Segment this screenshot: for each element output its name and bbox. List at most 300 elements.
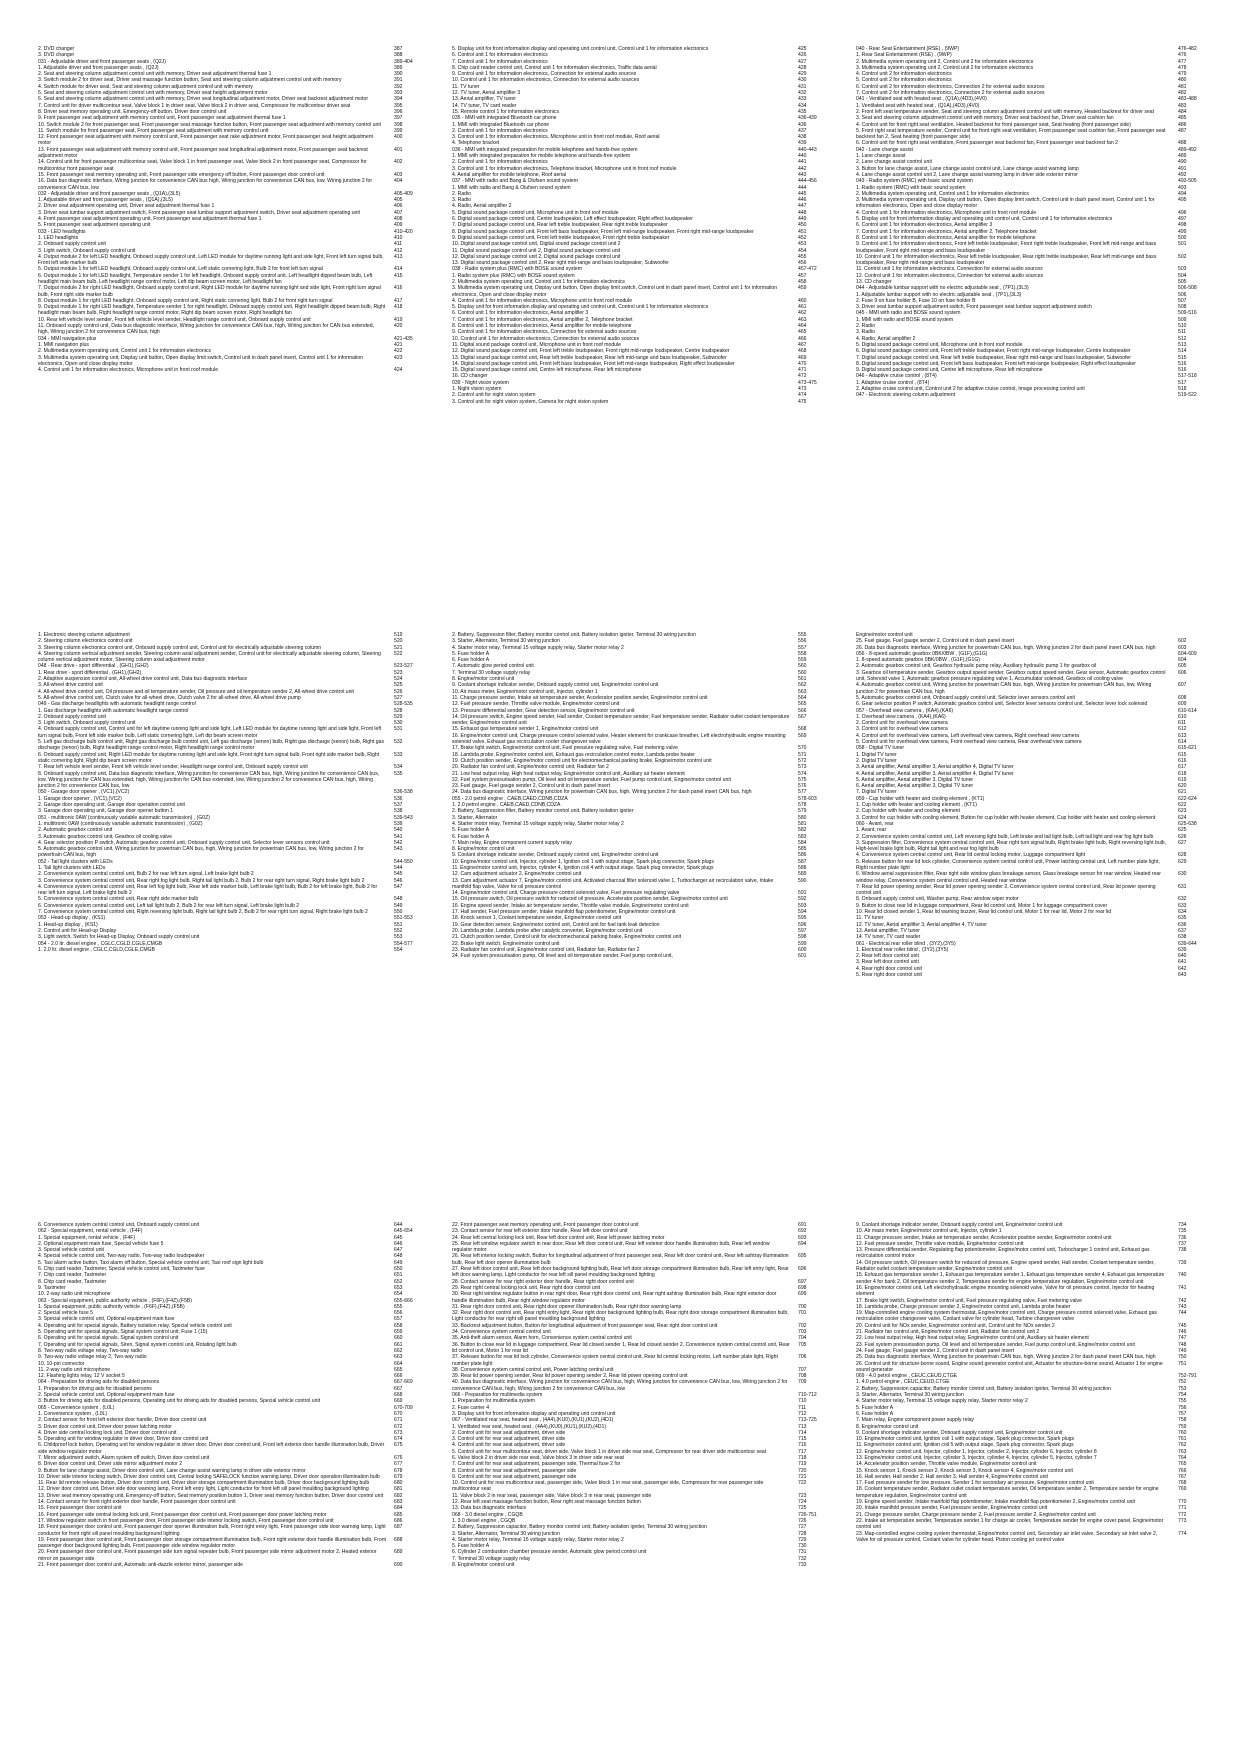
entry-title: 069 - 4.0 petrol engine , CEUC,CEUD,CTGE [856,1373,958,1380]
entry-page: 669 [394,1398,403,1405]
entry-page: 586 [798,852,807,859]
entry-title: 1. Preparation for driving aids for disabled persons [38,1385,152,1392]
entry-page: 734 [1178,1222,1187,1228]
entry-page: 491 [1178,165,1187,172]
entry-page: 651 [394,1272,403,1279]
entry-page: 519 [394,632,403,638]
entry-title: 2. Onboard supply control unit [38,241,106,248]
entry-page: 741 [1178,1284,1187,1291]
entry-title: 34. Convenience system central control unit [452,1329,551,1336]
entry-title: 4. Convenience system central control unit, Rear lid central locking motor, Luggage compartment light [856,852,1086,859]
entry-page: 477 [1178,58,1187,65]
entry-page: 446 [798,197,807,204]
entry-page: 440 [798,153,807,160]
entry-title: 1. MMI navigation plus [38,341,89,348]
entry-page: 499 [1178,228,1187,235]
entry-page: 456 [798,260,807,267]
entry-title: 38. Convenience system central control unit, Power latching central unit [452,1366,614,1373]
entry-page: 754 [1178,1392,1187,1399]
entry-page: 682 [394,1492,403,1499]
entry-page: 665 [394,1366,403,1373]
entry-title: 8. Chip card reader control unit, Control unit 1 for information electronics, Traffic data aerial [452,64,657,71]
entry-page: 476 [1178,52,1187,59]
entry-page: 592 [798,896,807,903]
entry-title: 11. Engine/motor control unit, Ignition coil 5 with output stage, Spark plug connector, Spark plugs [856,1442,1074,1449]
entry-title: 7. Terminal 30 voltage supply relay [452,1555,531,1562]
entry-title: 19. Front passenger door control unit, Front passenger door storage compartment illumination bulb, Front right exterior door handle illumination bulb, Front passenger door background lighting bulb, Front passenger side window regulator motor [38,1536,386,1550]
entry-title: 10. Air mass meter, Engine/motor control unit, Injector, cylinder 1 [856,1228,1002,1235]
entry-title: 10. Engine/motor control unit, Ignition coil 1 with output stage, Spark plug connector, Spark plugs [856,1436,1075,1443]
index-entry [38,273,448,286]
index-entry [856,392,1216,398]
entry-page: 765 [1178,1461,1187,1468]
entry-title: 065 - Convenience system , (L0L) [38,1404,115,1411]
entry-page: 729 [798,1536,807,1543]
entry-title: 8. Control unit for rear seat adjustment, passenger side [452,1467,577,1474]
entry-page: 462 [798,310,807,317]
entry-title: 6. Window aerial suppression filter, Rear right side window glass breakage sensor, Glass breakage sensor for rear window, Heated rear window relay, Convenience system central control unit, Heated rear window [856,871,1161,884]
entry-page: 745 [1178,1322,1187,1329]
entry-page: 528-535 [394,701,413,708]
entry-title: 2. Optional equipment main fuse, Special vehicle fuse 5 [38,1240,164,1247]
index-entry [856,1310,1216,1323]
entry-page: 717 [798,1448,807,1455]
index-entry [38,651,448,664]
entry-page: 647 [394,1247,403,1254]
entry-page: 606 [1178,669,1187,676]
entry-page: 416 [394,285,403,292]
entry-page: 759 [1178,1423,1187,1430]
entry-title: 3. Light switch, Switch for Head-up Display, Onboard supply control unit [38,934,200,941]
entry-title: 10. Air mass meter, Engine/motor control unit, Injector, cylinder 1 [452,688,598,695]
entry-page: 493-505 [1178,178,1197,185]
index-panel-2 [0,632,1239,1136]
entry-title: 8. Engine/motor control unit [856,1423,919,1430]
index-entry [38,1524,448,1537]
index-entry [452,285,852,298]
index-column [38,46,448,550]
index-entry [38,304,448,317]
entry-page: 772 [1178,1511,1187,1518]
entry-page: 549 [394,902,403,909]
entry-title: 7. Convenience system central control unit, Right reversing light bulb, Right tail light bulb 2, Bulb 2 for rear right turn signal, Right brake light bulb 2 [38,909,368,916]
entry-title: 22. Intake air temperature sender, Temperature sender 1 for charge air cooler, Temperature sender for engine cover panel, Engine/motor control unit [856,1517,1164,1531]
entry-page: 526 [394,688,403,695]
index-entry [38,178,448,191]
entry-title: 27. Rear left door control unit, Rear left door background lighting bulb, Rear left door storage compartment illumination bulb, Rear left entry light, Rear left door warning lamp, Light conductor for rear left sill panel moulding background lighting [452,1266,789,1279]
index-entry [38,1562,448,1568]
entry-title: 2. Multimedia system operating unit, Control unit 1 for information electronics [38,348,211,355]
entry-page: 390 [394,71,403,78]
entry-page: 622 [1178,802,1187,809]
entry-title: 3. Light switch, Onboard supply control unit [38,247,136,254]
entry-page: 691 [798,1222,807,1228]
entry-page: 410-420 [394,228,413,235]
entry-title: 7. Control unit 1 for information electronics, Aerial amplifier 2, Telephone bracket [452,316,633,323]
entry-title: 28. Contact sensor for rear right exterior door handle, Rear right door control unit [452,1278,634,1285]
entry-page: 760 [1178,1429,1187,1436]
entry-page: 712 [798,1410,807,1417]
entry-page: 395 [394,102,403,109]
index-entry [856,859,1216,872]
entry-title: 13. Digital sound package control unit 2, Rear right mid-range and bass loudspeaker, Subwoofer [452,260,669,267]
index-entry [38,947,448,953]
entry-title: 6. Cylinder 2 combustion chamber pressure sender, Automatic glow period control unit [452,1549,647,1556]
entry-title: 10. Rear lid closed sender 1, Rear lid warning buzzer, Rear lid control unit, Motor 1 for rear lid, Motor 2 for rear lid [856,909,1112,916]
entry-page: 746 [1178,1329,1187,1336]
entry-page: 539 [394,820,403,827]
entry-page: 738 [1178,1247,1187,1254]
index-entry [452,714,852,727]
index-column [38,632,448,1136]
entry-page: 732 [798,1555,807,1562]
entry-page: 771 [1178,1505,1187,1512]
entry-page: 513 [1178,341,1187,348]
entry-page: 564 [798,694,807,701]
entry-page: 389-404 [394,58,413,65]
entry-page: 718 [798,1454,807,1461]
entry-page: 439 [798,140,807,147]
entry-page: 587 [798,858,807,865]
entry-title: 6. Control unit 2 for information electronics, Connection 2 for external audio sources [856,83,1045,90]
entry-title: 2. Multimedia system operating unit 2, Control unit 2 for information electronics [856,58,1034,65]
entry-page: 604-609 [1178,650,1197,657]
entry-title: 8. Chip card reader, Taximeter [38,1278,107,1285]
entry-title: 050 - Garage door opener , (VC1),(VC2) [38,789,130,796]
entry-title: 18. Front passenger door control unit, Front passenger door opener illumination bulb, Front right entry light, Front passenger side door warning lamp, Light conductor for front right sill panel moulding background lighting [38,1524,386,1537]
entry-title: 055 - 2.0 petrol engine , CAEB,CAED,CDNB,CDZA [452,795,568,802]
entry-page: 748 [1178,1341,1187,1348]
entry-page: 506 [1178,291,1187,298]
entry-title: 9. Output module 1 for right LED headlight, Temperature sender 1 for right headlight, Onboard supply control unit, Right headlight dipped beam bulb, Right headlight main beam bulb, Right headlight range control motor, Right dip beam screen motor, Right headlight fan [38,304,386,317]
entry-title: 5. Digital sound package control unit, Microphone unit in front roof module [856,341,1023,348]
entry-title: 6. Fuse holder A [452,833,490,840]
entry-title: 13. CD changer [856,278,892,285]
entry-page: 562 [798,682,807,689]
entry-title: 4. Control unit for overhead view camera, Left overhead view camera, Right overhead view camera [856,732,1080,739]
entry-page: 478 [1178,64,1187,71]
entry-title: 3. Multimedia system operating unit 2, Control unit 2 for information electronics [856,64,1034,71]
entry-page: 762 [1178,1442,1187,1449]
entry-page: 473-475 [798,379,817,386]
entry-title: 9. Taximeter [38,1284,66,1291]
entry-title: 31. Rear right door control unit, Rear right door opener illumination bulb, Rear right door warning lamp [452,1303,682,1310]
entry-page: 436-439 [798,115,817,122]
entry-title: 3. Radio [856,329,875,336]
entry-title: 13. Pressure differential sender, Gear detection sensor, Engine/motor control unit [452,707,635,714]
index-entry [38,884,448,897]
entry-title: 8. Digital sound package control unit, Front left bass loudspeaker, Front left mid-range loudspeaker, Front right mid-range loudspeaker [452,228,754,235]
entry-title: 20. Intake manifold pressure sender, Fuel pressure sender, Engine/motor control unit [856,1505,1048,1512]
entry-title: 19. Gear detection sensor, Engine/motor control unit, Control unit for fuel tank leak detection [452,921,660,928]
entry-title: 7. Terminal 30 voltage supply relay [452,669,531,676]
entry-page: 518 [1178,386,1187,393]
entry-title: 3. Multimedia system operating unit, Display unit button, Open display limit switch, Control unit in dash panel insert, Control unit 1 for information electronics, Open and close display motor [38,354,364,367]
entry-page: 739 [1178,1259,1187,1266]
entry-title: 17. Brake light switch, Engine/motor control unit, Fuel pressure regulating valve, Fuel metering valve [856,1297,1082,1304]
entry-title: 9. Coolant shortage indicator sender, Onboard supply control unit, Engine/motor control unit [856,1222,1063,1228]
entry-page: 696 [798,1266,807,1273]
entry-page: 489 [1178,153,1187,160]
entry-page: 528 [394,707,403,714]
entry-title: 3. Control for cup holder with cooling element, Button for cup holder with heater element, Cup holder with heater and cooling element [856,814,1156,821]
entry-title: 5. Control unit for rear multicontour seat, driver side, Valve block 1 in driver side rear seat, Compressor for rear driver side multicontour seat [452,1448,767,1455]
entry-page: 445 [798,190,807,197]
entry-page: 633 [1178,902,1187,909]
entry-page: 603 [1178,644,1187,651]
entry-title: 13. Front passenger seat adjustment with memory control unit, Front passenger seat longitudinal adjustment motor, Front passenger seat backrest adjustment motor [38,146,368,160]
entry-title: 4. Control unit for front right seat ventilation, Heated backrest for front passenger seat, Seat heating (front passenger side) [856,121,1131,128]
entry-title: 13. Digital sound package control unit, Rear left treble loudspeaker, Rear left mid-range and bass loudspeaker, Subwoofer [452,354,727,361]
entry-page: 594 [798,909,807,916]
entry-page: 463 [798,316,807,323]
entry-title: 5. Seat and steering column adjustment control unit with memory, Driver seat height adjustment motor [38,90,268,97]
entry-page: 527 [394,694,403,701]
entry-title: 13. Aerial amplifier, TV tuner [856,927,920,934]
entry-title: 15. Digital sound package control unit, Centre left microphone, Rear left microphone [452,367,642,374]
entry-title: 7. Automatic glow period control unit [452,663,534,670]
entry-title: 7. Main relay, Engine component current supply relay [452,839,572,846]
entry-title: 6. Digital sound package control unit, Centre loudspeaker, Left effect loudspeaker, Right effect loudspeaker [452,216,693,223]
entry-page: 431 [798,83,807,90]
entry-page: 553 [394,934,403,941]
entry-page: 659 [394,1329,403,1336]
entry-page: 752 [1178,1379,1187,1386]
entry-title: 15. Front passenger door control unit [38,1505,122,1512]
entry-page: 639 [1178,946,1187,953]
entry-title: 5. Control unit 2 for information electronics [856,77,952,84]
entry-title: 3. Light switch, Onboard supply control unit [38,720,136,727]
entry-title: 4. Automatic gearbox control unit, Wiring junction for powertrain CAN bus, high, Wiring junction for powertrain CAN bus, low, Wiring junction 2 for powertrain CAN bus, high [856,682,1152,695]
entry-title: 3. Starter, Alternator, Terminal 30 wiring junction [856,1392,964,1399]
entry-page: 711 [798,1404,807,1411]
entry-title: 24. Data bus diagnostic interface, Wiring junction for powertrain CAN bus, high, Wiring junction 2 for dash panel insert CAN bus, high [452,789,752,796]
entry-title: 057 - Overhead view camera , (KA4),(KA6) [856,707,954,714]
entry-page: 773 [1178,1517,1187,1524]
entry-title: 061 - Electrical rear roller blind , (3Y2),(3Y5) [856,940,956,947]
entry-page: 664 [394,1360,403,1367]
entry-title: 24. Fuel gauge, Fuel gauge sender 2, Control unit in dash panel insert [856,1347,1015,1354]
entry-title: 2. Control unit 1 for information electronics [452,159,548,166]
entry-title: 20. Control unit for NOx sender, Engine/motor control unit, Control unit for NOx sender 2 [856,1322,1055,1329]
entry-title: 18. Lambda probe, Engine/motor control unit, Exhaust gas recirculation control motor, Lambda probe heater [452,751,695,758]
entry-title: 5. Convenience system central control unit, Rear right side marker bulb [38,896,199,903]
entry-page: 450 [798,222,807,229]
entry-title: 1. Ventilated rear seat, heated seat , (4A4),(KU0),(KU1),(KU2),(4D1) [452,1423,607,1430]
entry-title: 29. Rear right central locking lock unit, Rear right door control unit [452,1284,601,1291]
entry-title: 5. Taxi alarm active button, Taxi alarm off button, Special vehicle control unit, Taxi roof sign light bulb [38,1259,264,1266]
entry-title: 11. Charge pressure sender, Intake air temperature sender, Accelerator position sender, Engine/motor control unit [452,694,708,701]
entry-page: 560 [798,669,807,676]
entry-title: 23. Map-controlled engine cooling system thermostat, Engine/motor control unit, Secondary air inlet valve, Secondary air inlet valve 2, Valve for oil pressure control, Coolant valve for cylinder head, Piston cooling jet control valve [856,1530,1158,1543]
entry-page: 693 [798,1234,807,1241]
entry-title: 1. LED headlights [38,234,79,241]
entry-title: 10. Control unit 1 for information electronics, Rear left treble loudspeaker, Rear right treble loudspeaker, Rear left mid-range and bass loudspeaker, Rear right mid-range and bass loudspeaker [856,253,1157,267]
entry-title: 22. Front passenger seat memory operating unit, Front passenger door control unit [452,1222,639,1228]
entry-title: 043 - Radio system (RMC) with basic sound system [856,178,973,185]
entry-page: 572 [798,757,807,764]
entry-title: 21. Low heat output relay, High heat output relay, Engine/motor control unit, Auxiliary air heater element [452,770,685,777]
entry-page: 611 [1178,720,1187,727]
entry-title: 1. Rear drive - sport differential , (GH1),(GH2) [38,669,142,676]
entry-title: 7. Control unit for driver multicontour seat, Valve block 1 in driver seat, Valve block 2 in driver seat, Compressor for multicontour driver seat [38,102,351,109]
entry-title: 8. Control unit 1 for information electronics, Aerial amplifier for mobile telephone [452,323,632,330]
entry-title: 1. MMI with integrated preparation for mobile telephone and hands-free system [452,153,631,160]
entry-title: 9. Control unit for rear seat adjustment, passenger side [452,1473,577,1480]
entry-page: 737 [1178,1240,1187,1247]
entry-page: 580 [798,814,807,821]
index-entry [38,1549,448,1562]
index-entry [856,1361,1216,1374]
entry-title: 033 - LED headlights [38,228,86,235]
entry-page: 700 [798,1303,807,1310]
entry-title: 2. Rear left door control unit [856,953,919,960]
entry-page: 602 [1178,638,1187,645]
entry-title: 2. Special vehicle control unit, Optional equipment main fuse [38,1392,175,1399]
entry-title: 10. Engine/motor control unit, Injector, cylinder 1, Ignition coil 1 with output stage, Spark plug connector, Spark plugs [452,858,714,865]
entry-title: 5. Display unit for front information display and operating unit control unit, Control unit 1 for information electronics [452,304,709,311]
entry-title: 8. Control unit 1 for information electronics, Aerial amplifier for mobile telephone [856,234,1036,241]
entry-page: 622-624 [1178,795,1197,802]
index-entry [38,285,448,298]
entry-title: 044 - Adjustable lumbar support with no electric adjustable seat , (7P1),(3L3) [856,285,1029,292]
entry-page: 521 [394,644,403,651]
entry-title: 15. Remote control 1 for information electronics [452,108,560,115]
entry-title: 13. Engine/motor control unit, Injector, cylinder 3, Injector, cylinder 4, Injector, cylinder 5, Injector, cylinder 7 [856,1454,1097,1461]
entry-page: 702 [798,1322,807,1329]
index-entry [856,682,1216,695]
entry-title: 6. Childproof lock button, Operating unit for window regulator in driver door, Driver door control unit, Front left exterior door handle illumination bulb, Driver side window regulator motor [38,1442,385,1455]
entry-title: 7. Control unit 1 for information electronics [452,58,548,65]
entry-page: 719 [798,1461,807,1468]
entry-page: 749 [1178,1347,1187,1354]
entry-title: 21. Radiator fan control unit, Engine/motor control unit, Radiator fan control unit 2 [856,1329,1040,1336]
entry-title: 12. Fuel pressure sender, Throttle valve module, Engine/motor control unit [856,1240,1024,1247]
index-entry [856,884,1216,897]
entry-page: 635 [1178,915,1187,922]
entry-title: 15. Exhaust gas temperature sender 1, Exhaust gas temperature sender 1, Exhaust gas temperature sender 4, Exhaust gas temperature sender 4 for bank 2, Oil temperature sender 2, Temperature sender for engine temperature regulation, Engine/motor control unit [856,1272,1165,1285]
entry-title: 4. Telephone bracket [452,140,500,147]
entry-page: 487 [1178,127,1187,134]
entry-title: 4. Aerial amplifier, Aerial amplifier 3, Aerial amplifier 4, Digital TV tuner [856,770,1014,777]
entry-title: 26. Data bus diagnostic interface, Wiring junction for powertrain CAN bus, high, Wiring junction 2 for dash panel insert CAN bus, high [856,644,1156,651]
entry-page: 480 [1178,77,1187,84]
entry-title: 11. Digital sound package control unit 2, Digital sound package control unit [452,247,621,254]
entry-page: 400 [394,134,403,141]
entry-title: 14. Engine/motor control unit, Charge pressure control solenoid valve, Fuel pressure regulating valve [452,890,680,897]
entry-title: 25. Rear left window regulator switch in rear door, Rear left door control unit, Rear left exterior door handle illumination bulb, Rear left window regulator motor [452,1240,770,1254]
entry-page: 674 [394,1436,403,1443]
entry-page: 554 [394,946,403,953]
entry-page: 574 [798,770,807,777]
entry-title: 5. Rear right door control unit [856,972,922,979]
entry-page: 614 [1178,739,1187,746]
entry-page: 465 [798,329,807,336]
entry-page: 612 [1178,726,1187,733]
entry-title: 37. Release button for rear lid lock cylinder, Convenience system central control unit, Rear lid central locking motor, Left number plate light, Right number plate light [452,1354,778,1367]
entry-title: 2. Adaptive suspension control unit, All-wheel drive control unit, Data bus diagnostic interface [38,676,248,683]
entry-page: 714 [798,1429,807,1436]
entry-page: 617 [1178,764,1187,771]
entry-page: 675 [394,1442,403,1449]
index-entry [38,846,448,859]
entry-page: 656 [394,1310,403,1317]
entry-page: 605 [1178,663,1187,670]
entry-page: 472 [798,373,807,380]
entry-page: 457 [798,272,807,279]
entry-page: 448 [798,209,807,216]
entry-title: 4. Radio, Aerial amplifier 2 [856,335,916,342]
entry-page: 713 [798,1423,807,1430]
index-entry [452,1379,852,1392]
entry-page: 497 [1178,216,1187,223]
entry-page: 708 [798,1373,807,1380]
entry-page: 615 [1178,751,1187,758]
entry-page: 433 [798,96,807,103]
entry-title: 060 - Avant, rear [856,820,894,827]
entry-page: 750 [1178,1354,1187,1361]
entry-page: 505 [1178,278,1187,285]
entry-title: 040 - Rear Seat Entertainment (RSE) , (9WP) [856,46,960,52]
entry-page: 551 [394,921,403,928]
entry-title: 6. Control unit 1 for information electronics [452,52,548,59]
entry-page: 629 [1178,858,1187,865]
entry-title: 045 - MMI with radio and BOSE sound system [856,310,961,317]
entry-title: 20. Lambda probe, Lambda probe after catalytic converter, Engine/motor control unit [452,927,643,934]
index-entry [38,752,448,765]
entry-page: 639-644 [1178,940,1197,947]
entry-page: 631 [1178,883,1187,890]
entry-page: 555 [798,632,807,638]
entry-title: 17. Fuel pressure sender for low pressure, Sender 1 for secondary air pressure, Engine/motor control unit [856,1480,1094,1487]
entry-title: 3. Button for lane change assist, Lane change assist control unit, Lane change assist warning lamp [856,165,1079,172]
index-entry [452,399,852,405]
entry-page: 408 [394,216,403,223]
entry-title: 4. Control unit 1 for information electronics, Microphone unit in front roof module [38,367,219,374]
entry-title: 2. Cup holder with heater and cooling element [856,808,960,815]
entry-page: 689 [394,1549,403,1556]
entry-title: 25. Data bus diagnostic interface, Wiring junction for powertrain CAN bus, high, Wiring junction 2 for dash panel insert CAN bus, high [856,1354,1156,1361]
entry-title: 2. Contact sensor for front left exterior door handle, Driver door control unit [38,1417,207,1424]
entry-page: 644 [394,1222,403,1228]
entry-page: 692 [798,1228,807,1235]
entry-page: 735 [1178,1228,1187,1235]
entry-title: 5. Front right seat temperature sender, Control unit for front right seat ventilation, Front passenger seat cushion fan, Front passenger seat backrest fan 2, Seat heating (front passenger side) [856,127,1166,141]
entry-title: 14. Accelerator position sender, Throttle valve module, Engine/motor control unit [856,1461,1037,1468]
entry-page: 398 [394,121,403,128]
entry-title: 11. Control unit 1 for information electronics, Connection for external audio sources [856,266,1043,273]
entry-page: 509-516 [1178,310,1197,317]
entry-title: 17. Brake light switch, Engine/motor control unit, Fuel pressure regulating valve, Fuel metering valve [452,745,678,752]
entry-page: 389 [394,64,403,71]
entry-title: 9. Control unit 1 for information electronics, Front left treble loudspeaker, Front right treble loudspeaker, Front left mid-range and bass loudspeaker, Front right mid-range and bass loudspeaker [856,241,1157,254]
entry-page: 609 [1178,701,1187,708]
entry-title: 12. Rear left seat massage function button, Rear right seat massage function button [452,1499,641,1506]
entry-page: 568 [798,726,807,733]
entry-title: 7. Control unit 2 for information electronics, Connection 2 for external audio sources [856,90,1045,97]
entry-title: 24. Rear left central locking lock unit, Rear left door control unit, Rear left power latching motor [452,1234,665,1241]
entry-page: 488 [1178,140,1187,147]
entry-page: 625 [1178,827,1187,834]
entry-title: 4. Rear right door control unit [856,965,922,972]
entry-page: 417 [394,297,403,304]
entry-page: 744 [1178,1310,1187,1317]
entry-page: 529 [394,713,403,720]
entry-page: 542 [394,839,403,846]
entry-page: 621 [1178,789,1187,796]
entry-page: 443 [798,171,807,178]
entry-title: 3. Convenience system central control unit, Rear right fog light bulb, Right tail light bulb 2, Bulb 2 for rear right turn signal, Right brake light bulb 2 [38,877,365,884]
